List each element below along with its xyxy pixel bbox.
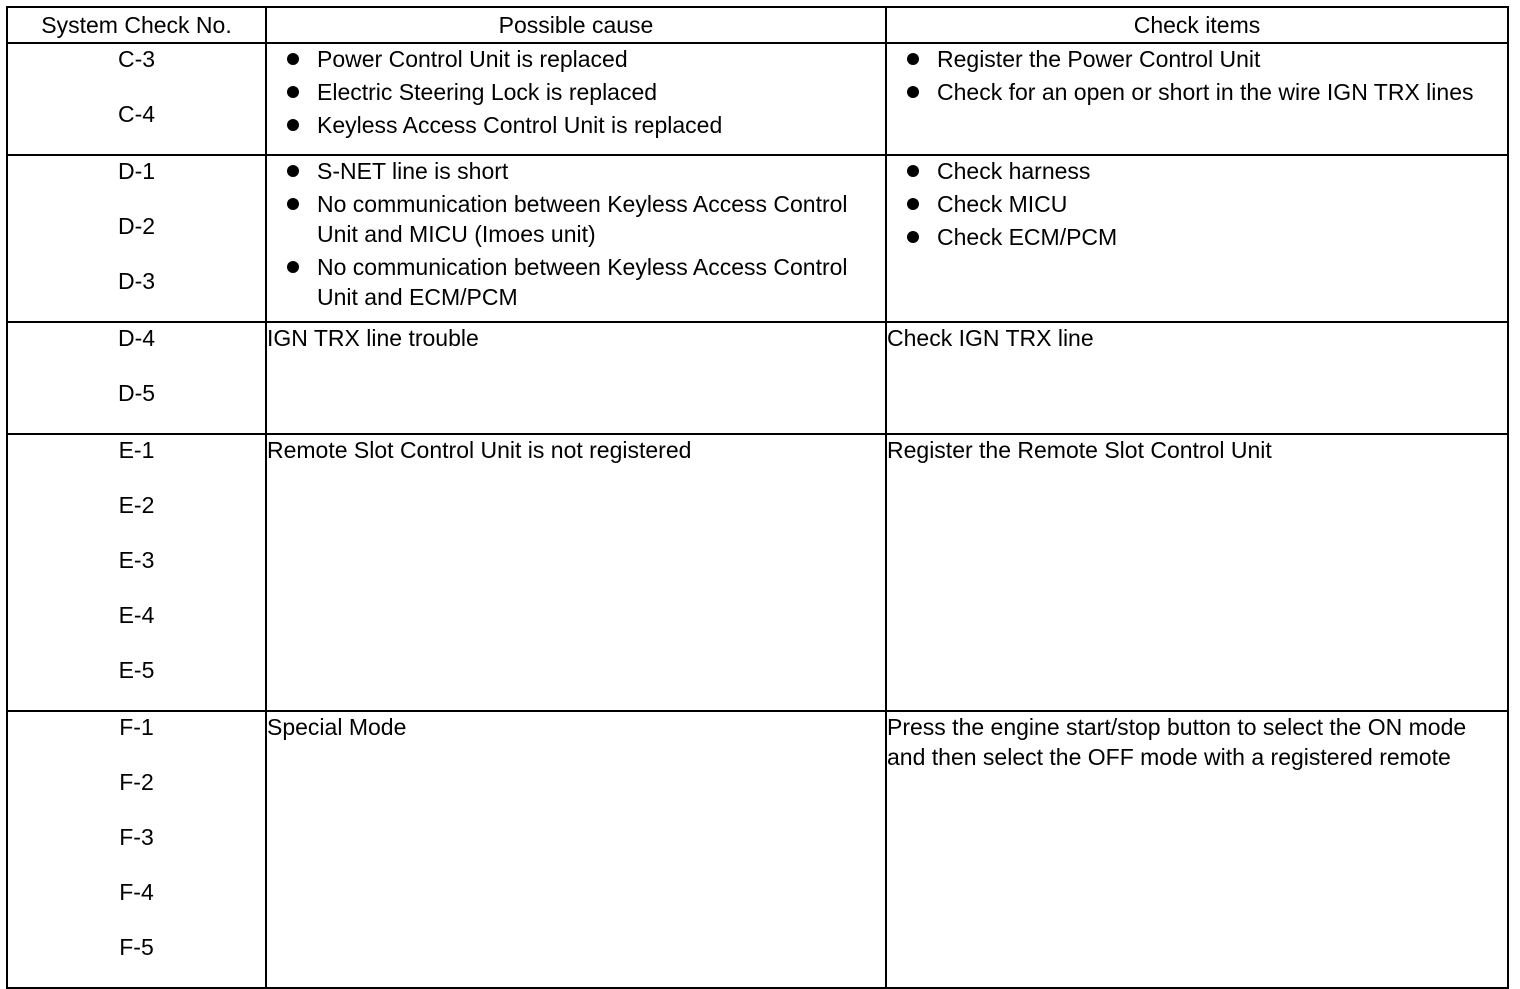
check-code: E-1 — [118, 437, 155, 463]
bullet-icon — [907, 198, 919, 210]
bullet-icon — [907, 53, 919, 65]
possible-cause-cell: Remote Slot Control Unit is not registered — [266, 434, 886, 711]
bullet-icon — [907, 165, 919, 177]
check-code: E-3 — [118, 547, 155, 573]
check-code: F-5 — [119, 934, 154, 960]
system-check-codes — [7, 155, 266, 322]
check-code: E-2 — [118, 492, 155, 518]
check-item: Check harness — [887, 156, 1507, 186]
bullet-icon — [907, 86, 919, 98]
table-row — [7, 711, 1508, 988]
check-code: D-5 — [117, 380, 156, 406]
check-items-cell: Press the engine start/stop button to select the ON mode and then select the OFF mode with a registered remote — [886, 711, 1508, 988]
check-item: Check for an open or short in the wire IGN TRX lines — [887, 77, 1507, 107]
check-item: Check MICU — [887, 189, 1507, 219]
check-code: D-3 — [117, 268, 156, 294]
bullet-icon — [907, 231, 919, 243]
header-possible-cause: Possible cause — [266, 7, 886, 43]
bullet-icon — [287, 119, 299, 131]
header-system-check-no: System Check No. — [7, 7, 266, 43]
check-code: E-5 — [118, 657, 155, 683]
bullet-icon — [287, 53, 299, 65]
check-items-cell — [886, 43, 1508, 155]
system-check-codes — [7, 322, 266, 434]
check-item: Check ECM/PCM — [887, 222, 1507, 252]
cause-item: No communication between Keyless Access Control Unit and ECM/PCM — [267, 252, 885, 312]
table-row — [7, 155, 1508, 322]
table-row — [7, 322, 1508, 434]
header-check-items: Check items — [886, 7, 1508, 43]
check-code: C-4 — [117, 101, 156, 127]
check-items-cell: Register the Remote Slot Control Unit — [886, 434, 1508, 711]
check-code: D-1 — [117, 158, 156, 184]
bullet-icon — [287, 86, 299, 98]
check-code: F-4 — [119, 879, 154, 905]
check-code: D-4 — [117, 325, 156, 351]
possible-cause-cell — [266, 155, 886, 322]
header-row — [7, 7, 1508, 43]
bullet-icon — [287, 198, 299, 210]
check-code: F-2 — [119, 769, 154, 795]
cause-item: No communication between Keyless Access Control Unit and MICU (Imoes unit) — [267, 189, 885, 249]
system-check-codes — [7, 434, 266, 711]
check-code: F-3 — [119, 824, 154, 850]
check-items-cell — [886, 155, 1508, 322]
possible-cause-cell: Special Mode — [266, 711, 886, 988]
bullet-icon — [287, 165, 299, 177]
check-code: E-4 — [118, 602, 155, 628]
cause-item: S-NET line is short — [267, 156, 885, 186]
check-item: Register the Power Control Unit — [887, 44, 1507, 74]
cause-item: Keyless Access Control Unit is replaced — [267, 110, 885, 140]
check-code: F-1 — [119, 714, 154, 740]
possible-cause-cell: IGN TRX line trouble — [266, 322, 886, 434]
bullet-icon — [287, 261, 299, 273]
possible-cause-cell — [266, 43, 886, 155]
check-code: D-2 — [117, 213, 156, 239]
table-row — [7, 43, 1508, 155]
table-row — [7, 434, 1508, 711]
system-check-table — [6, 6, 1509, 989]
check-items-cell: Check IGN TRX line — [886, 322, 1508, 434]
check-code: C-3 — [117, 46, 156, 72]
cause-item: Electric Steering Lock is replaced — [267, 77, 885, 107]
cause-item: Power Control Unit is replaced — [267, 44, 885, 74]
system-check-codes — [7, 43, 266, 155]
system-check-codes — [7, 711, 266, 988]
